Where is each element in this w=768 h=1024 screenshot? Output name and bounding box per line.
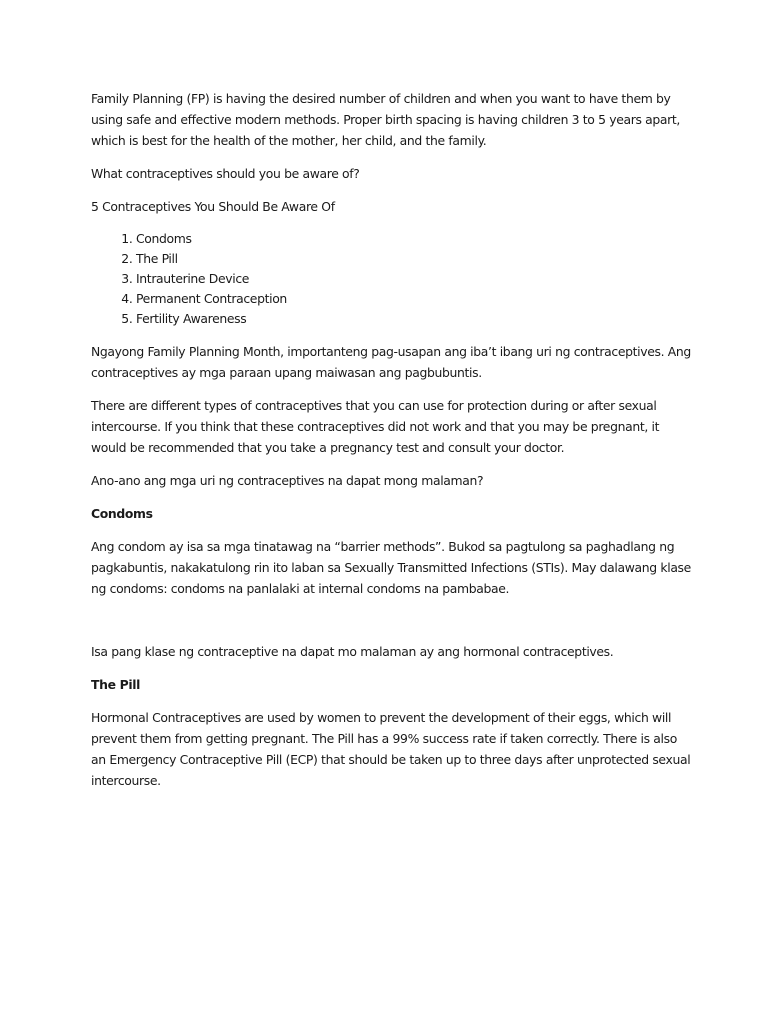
hormonal-intro-paragraph: Isa pang klase ng contraceptive na dapat mo malaman ay ang hormonal contraceptives. xyxy=(91,644,614,659)
condoms-paragraph: Ang condom ay isa sa mga tinatawag na “barrier methods”. Bukod sa pagtulong sa paghadlang ng pagkabuntis, nakakatulong rin ito laban sa Sexually Transmitted Infections (STIs). May dalawang klase ng condoms: condoms na panlalaki at internal condoms na pambabae. xyxy=(91,539,691,596)
pill-heading: The Pill xyxy=(91,677,141,692)
pill-paragraph: Hormonal Contraceptives are used by women to prevent the development of their eggs, which will prevent them from getting pregnant. The Pill has a 99% success rate if taken correctly. There is also an Emergency Contraceptive Pill (ECP) that should be taken up to three days after unprotected sexual intercourse. xyxy=(91,710,691,788)
tagalog-paragraph: Ngayong Family Planning Month, importanteng pag-usapan ang iba’t ibang uri ng contraceptives. Ang contraceptives ay mga paraan upang maiwasan ang pagbubuntis. xyxy=(91,344,691,380)
question-paragraph: What contraceptives should you be aware of? xyxy=(91,166,360,181)
types-paragraph: There are different types of contraceptives that you can use for protection during or after sexual intercourse. If you think that these contraceptives did not work and that you may be pregnant, it would be recommended that you take a pregnancy test and consult your doctor. xyxy=(91,398,660,455)
list-item: 3. Intrauterine Device xyxy=(136,269,691,289)
list-title: 5 Contraceptives You Should Be Aware Of xyxy=(91,199,335,214)
intro-paragraph: Family Planning (FP) is having the desired number of children and when you want to have them by using safe and effective modern methods. Proper birth spacing is having children 3 to 5 years apart, which is best for the health of the mother, her child, and the family. xyxy=(91,91,681,148)
list-item: 1. Condoms xyxy=(136,229,691,249)
list-item: 2. The Pill xyxy=(136,249,691,269)
condoms-heading: Condoms xyxy=(91,506,153,521)
contraceptives-list xyxy=(91,229,691,329)
list-item: 4. Permanent Contraception xyxy=(136,289,691,309)
document-body xyxy=(91,88,691,803)
tagalog-question: Ano-ano ang mga uri ng contraceptives na dapat mong malaman? xyxy=(91,473,484,488)
list-item: 5. Fertility Awareness xyxy=(136,309,691,329)
blank-space xyxy=(91,611,691,641)
